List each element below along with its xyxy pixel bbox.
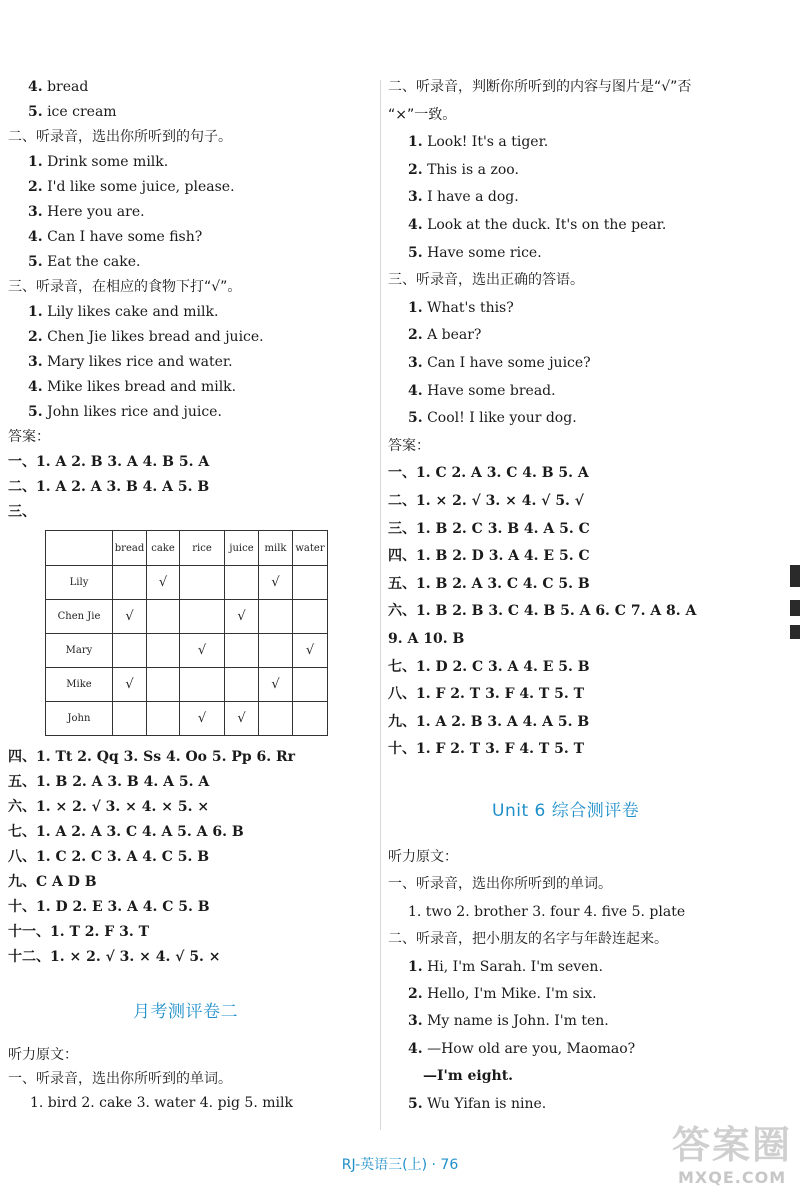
column-divider [380,80,381,1130]
answer-line [8,773,209,791]
numbered-line [408,382,556,400]
answer-line [8,823,244,841]
item-number: 4. [408,382,423,399]
item-number: 4. [28,379,43,395]
heading-text: 听力原文： [388,849,458,865]
item-text: Look at the duck. It's on the pear. [422,217,667,233]
answer-line [8,948,221,966]
table-check-cell: √ [259,566,293,600]
answer-line [30,1094,293,1112]
answer-line [8,503,36,521]
table-check-cell [293,600,328,634]
answer-text: 1. bird 2. cake 3. water 4. pig 5. milk [30,1095,293,1111]
answer-text: 五、1. B 2. A 3. B 4. A 5. A [8,774,210,790]
table-check-cell [113,702,147,736]
table-check-cell: √ [147,566,180,600]
section-heading [388,848,458,866]
table-check-cell [225,668,259,702]
item-text: bread [42,79,89,95]
item-number: 5. [28,104,43,120]
table-name-cell: Lily [46,566,113,600]
item-text: This is a zoo. [422,161,519,178]
answer-text: 一、1. C 2. A 3. C 4. B 5. A [388,465,589,482]
numbered-line [28,103,117,121]
heading-text: 听力原文： [8,1047,78,1063]
table-check-cell: √ [293,634,328,668]
answer-text: 二、1. A 2. A 3. B 4. A 5. B [8,479,210,495]
answer-text: 六、1. B 2. B 3. C 4. B 5. A 6. C 7. A 8. A [388,603,697,620]
item-text: Here you are. [42,204,145,220]
numbered-line [408,958,603,976]
watermark-url: MXQE.COM [678,1168,787,1187]
item-text: Can I have some juice? [422,355,591,371]
numbered-line [28,303,218,321]
table-check-cell [225,566,259,600]
answer-line [8,453,209,471]
heading-text: 二、听录音，选出你所听到的句子。 [8,129,232,145]
numbered-line [28,403,222,421]
numbered-line [408,1095,546,1113]
item-number: 1. [408,299,423,316]
table-row [46,702,328,736]
table-header-cell: milk [259,531,293,566]
answer-text: 十、1. F 2. T 3. F 4. T 5. T [388,741,585,758]
numbered-line [408,216,666,234]
table-row [46,600,328,634]
item-text: Can I have some fish? [42,229,203,245]
scan-mark [790,600,800,616]
table-check-cell [113,566,147,600]
item-number: 1. [408,134,423,151]
table-check-cell: √ [259,668,293,702]
item-text: Have some bread. [422,382,556,399]
numbered-line [408,985,597,1003]
section-heading [388,437,430,455]
table-check-cell: √ [225,702,259,736]
table-check-cell [259,600,293,634]
numbered-line [28,78,88,96]
answer-text: 十一、1. T 2. F 3. T [8,924,149,940]
numbered-line [408,299,514,317]
answer-line [388,602,696,620]
answer-line [388,658,590,676]
numbered-line [28,253,141,271]
table-header-cell: water [293,531,328,566]
table-check-cell: √ [113,668,147,702]
section-heading [388,78,691,96]
item-number: 1. [28,304,43,320]
item-number: 3. [408,355,423,371]
item-number: 4. [408,217,423,233]
answer-text: 九、1. A 2. B 3. A 4. A 5. B [388,713,590,730]
table-header-cell: cake [147,531,180,566]
answer-text: 十、1. D 2. E 3. A 4. C 5. B [8,899,210,915]
table-check-cell: √ [180,634,225,668]
table-check-cell [180,600,225,634]
section-heading [8,428,50,446]
table-check-cell: √ [225,600,259,634]
table-header-cell: rice [180,531,225,566]
table-check-cell [147,600,180,634]
answer-text: 八、1. C 2. C 3. A 4. C 5. B [8,849,210,865]
item-text: My name is John. I'm ten. [422,1013,609,1030]
answer-text: 四、1. Tt 2. Qq 3. Ss 4. Oo 5. Pp 6. Rr [8,749,296,765]
table-check-cell [180,668,225,702]
answer-line [388,630,464,648]
table-check-cell [147,668,180,702]
answer-text: 十二、1. × 2. √ 3. × 4. √ 5. × [8,949,221,965]
answer-text: 二、1. × 2. √ 3. × 4. √ 5. √ [388,493,585,509]
numbered-line [408,1012,609,1030]
answer-line [388,464,589,482]
item-number: 2. [408,986,423,1002]
item-text: Mary likes rice and water. [42,354,233,370]
item-number: 5. [28,254,43,270]
table-check-cell [225,634,259,668]
numbered-line [408,161,519,179]
heading-text: “×”一致。 [388,106,457,123]
answer-text: 四、1. B 2. D 3. A 4. E 5. C [388,548,590,565]
section-title-right: Unit 6 综合测评卷 [492,801,640,821]
table-check-cell [147,634,180,668]
item-number: 3. [408,189,423,206]
item-text: A bear? [422,327,482,344]
answer-text: 九、C A D B [8,874,97,890]
answer-line [8,798,209,816]
answer-text: 三、1. B 2. C 3. B 4. A 5. C [388,520,590,537]
item-number: 3. [28,354,43,370]
answer-line [388,740,584,758]
table-name-cell: Chen Jie [46,600,113,634]
heading-text: 答案： [388,437,430,454]
table-check-cell [180,566,225,600]
numbered-line [28,178,235,196]
item-number: 1. [28,154,43,170]
section-heading [388,106,456,124]
item-number: 2. [28,329,43,345]
answer-line [388,685,584,703]
section-heading [8,128,232,146]
table-header-cell: bread [113,531,147,566]
answer-line [388,520,590,538]
numbered-line [28,228,202,246]
item-text: John likes rice and juice. [42,404,222,420]
numbered-line [28,328,264,346]
table-row [46,566,328,600]
item-number: 5. [408,1095,423,1112]
item-text: Eat the cake. [42,254,141,270]
heading-text: 二、听录音，判断你所听到的内容与图片是“√”否 [388,79,692,95]
table-check-cell [259,634,293,668]
section-heading [8,278,241,296]
item-text: Hi, I'm Sarah. I'm seven. [422,958,603,975]
item-number: 1. [408,958,423,975]
item-number: 5. [408,410,423,427]
heading-text: 三、听录音，在相应的食物下打“√”。 [8,279,242,295]
answer-line [423,1067,513,1085]
item-number: 4. [408,1040,423,1057]
watermark-text: 答案圈 [672,1123,793,1167]
numbered-line [28,353,233,371]
table-check-cell [293,702,328,736]
item-text: I'd like some juice, please. [42,179,235,195]
answer-text: 1. two 2. brother 3. four 4. five 5. plate [408,903,686,920]
table-header-cell [46,531,113,566]
item-number: 2. [408,327,423,344]
numbered-line [28,203,145,221]
page-footer: RJ-英语三(上) · 76 [341,1157,459,1173]
item-number: 5. [408,244,423,261]
numbered-line [408,244,542,262]
answer-text: 六、1. × 2. √ 3. × 4. × 5. × [8,799,210,815]
scan-mark [790,625,800,639]
item-number: 4. [28,229,43,245]
table-header-row [46,531,328,566]
table-header-cell: juice [225,531,259,566]
table-name-cell: Mary [46,634,113,668]
section-heading [388,271,584,289]
table-check-cell: √ [180,702,225,736]
answer-line [388,575,590,593]
table-row [46,668,328,702]
answer-text: 五、1. B 2. A 3. C 4. C 5. B [388,575,590,592]
item-text: What's this? [422,299,514,316]
item-number: 3. [408,1013,423,1030]
table-check-cell [147,702,180,736]
item-text: Cool! I like your dog. [422,410,577,427]
item-number: 5. [28,404,43,420]
table-check-cell [293,566,328,600]
table-check-cell [259,702,293,736]
table-row [46,634,328,668]
numbered-line [408,326,481,344]
heading-text: 答案： [8,429,50,445]
numbered-line [408,188,519,206]
numbered-line [28,153,168,171]
answer-line [388,547,590,565]
item-number: 2. [408,161,423,178]
answer-line [8,898,210,916]
item-text: I have a dog. [422,189,519,206]
numbered-line [408,354,591,372]
table-check-cell [293,668,328,702]
item-text: Mike likes bread and milk. [42,379,237,395]
item-text: —How old are you, Maomao? [422,1040,636,1057]
item-text: Chen Jie likes bread and juice. [42,329,264,345]
section-heading [8,1046,78,1064]
answer-line [8,873,97,891]
answer-line [388,713,589,731]
answer-line [8,923,149,941]
item-number: 4. [28,79,43,95]
item-text: Wu Yifan is nine. [422,1095,547,1112]
item-number: 3. [28,204,43,220]
answer-table [45,530,328,736]
answer-line [8,848,209,866]
answer-text: 七、1. D 2. C 3. A 4. E 5. B [388,658,590,675]
numbered-line [408,133,548,151]
numbered-line [408,409,577,427]
item-text: Have some rice. [422,244,542,261]
table-check-cell [113,634,147,668]
numbered-line [408,1040,635,1058]
scan-mark [790,565,800,587]
answer-text: 八、1. F 2. T 3. F 4. T 5. T [388,686,585,703]
table-name-cell: Mike [46,668,113,702]
answer-text: 七、1. A 2. A 3. C 4. A 5. A 6. B [8,824,244,840]
table-check-cell: √ [113,600,147,634]
answer-text: 三、 [8,504,36,520]
heading-text: 一、听录音，选出你所听到的单词。 [8,1071,232,1087]
heading-text: 二、听录音，把小朋友的名字与年龄连起来。 [388,931,668,948]
item-number: 2. [28,179,43,195]
heading-text: 一、听录音，选出你所听到的单词。 [388,876,612,893]
answer-text: 一、1. A 2. B 3. A 4. B 5. A [8,454,210,470]
heading-text: 三、听录音，选出正确的答语。 [388,272,584,289]
item-text: Look! It's a tiger. [422,134,549,151]
answer-line [388,492,584,510]
numbered-line [28,378,236,396]
answer-text: 9. A 10. B [388,631,465,647]
table-name-cell: John [46,702,113,736]
answer-text: —I'm eight. [423,1068,514,1085]
section-heading [388,875,612,893]
item-text: Lily likes cake and milk. [42,304,219,320]
answer-line [8,748,295,766]
item-text: ice cream [42,104,117,120]
item-text: Drink some milk. [42,154,169,170]
item-text: Hello, I'm Mike. I'm six. [422,986,597,1002]
section-heading [388,930,668,948]
watermark-logo [672,1110,794,1190]
answer-line [408,903,685,921]
answer-line [8,478,209,496]
section-heading [8,1070,232,1088]
section-title-left: 月考测评卷二 [133,1002,238,1022]
